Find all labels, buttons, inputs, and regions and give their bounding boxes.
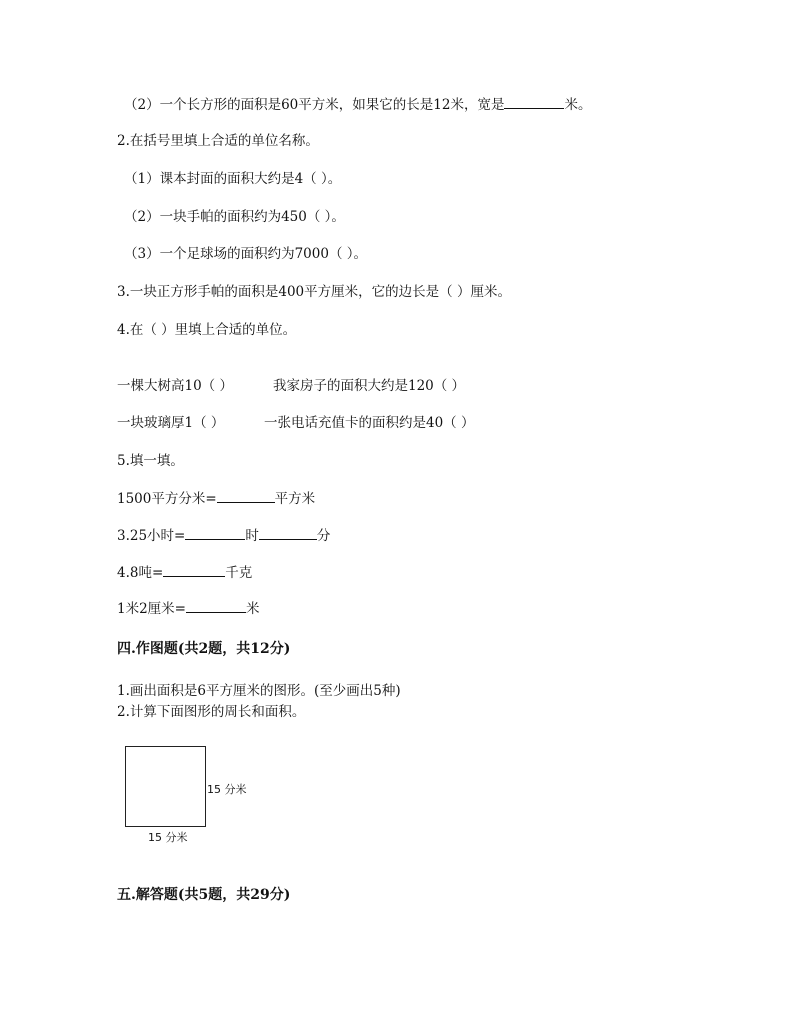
question-2-2 [124, 94, 591, 114]
section-4-row1-right: 我家房子的面积大约是120（ ） [273, 378, 466, 394]
section-4-row2-right: 一张电话充值卡的面积约是40（ ） [264, 415, 475, 431]
answer-blank[interactable] [163, 562, 225, 577]
answer-blank[interactable] [504, 94, 564, 109]
drawing-question-1: 1.画出面积是6平方厘米的图形。(至少画出5种) [117, 683, 401, 699]
section-2-title: 2.在括号里填上合适的单位名称。 [117, 133, 319, 149]
conversion-4-unit: 米 [246, 601, 260, 617]
square-side-label-bottom: 15 分米 [148, 831, 188, 844]
section-2-item-2: （2）一块手帕的面积约为450（ ）。 [124, 209, 345, 225]
conversion-3-unit: 千克 [225, 565, 253, 581]
section-2-item-1: （1）课本封面的面积大约是4（ ）。 [124, 171, 342, 187]
section-4-title: 4.在（ ）里填上合适的单位。 [117, 322, 297, 338]
answer-blank[interactable] [185, 525, 245, 540]
square-side-label-right: 15 分米 [207, 783, 247, 796]
conversion-2 [117, 525, 330, 545]
section-5-title: 5.填一填。 [117, 453, 184, 469]
conversion-4 [117, 598, 260, 618]
section-five-heading: 五.解答题(共5题，共29分) [117, 887, 291, 903]
answer-blank[interactable] [259, 525, 317, 540]
section-four-heading: 四.作图题(共2题，共12分) [117, 641, 291, 657]
conversion-1-prefix: 1500平方分米= [117, 491, 217, 507]
section-4-row2-left: 一块玻璃厚1（ ） [117, 415, 225, 431]
conversion-2-prefix: 3.25小时= [117, 528, 186, 544]
conversion-2-unit: 分 [316, 528, 331, 544]
conversion-2-mid: 时 [245, 528, 259, 544]
square-figure [125, 746, 206, 827]
section-3-question: 3.一块正方形手帕的面积是400平方厘米，它的边长是（ ）厘米。 [117, 284, 511, 300]
question-2-2-unit: 米。 [564, 97, 592, 113]
question-2-2-text: （2）一个长方形的面积是60平方米，如果它的长是12米，宽是 [124, 97, 505, 113]
answer-blank[interactable] [186, 598, 246, 613]
section-2-item-3: （3）一个足球场的面积约为7000（ ）。 [124, 246, 367, 262]
conversion-1-unit: 平方米 [274, 491, 316, 507]
conversion-3-prefix: 4.8吨= [117, 565, 164, 581]
conversion-3 [117, 562, 252, 582]
drawing-question-2: 2.计算下面图形的周长和面积。 [117, 704, 306, 720]
conversion-1 [117, 488, 315, 508]
conversion-4-prefix: 1米2厘米= [117, 601, 186, 617]
answer-blank[interactable] [217, 488, 275, 503]
section-4-row1-left: 一棵大树高10（ ） [117, 378, 233, 394]
